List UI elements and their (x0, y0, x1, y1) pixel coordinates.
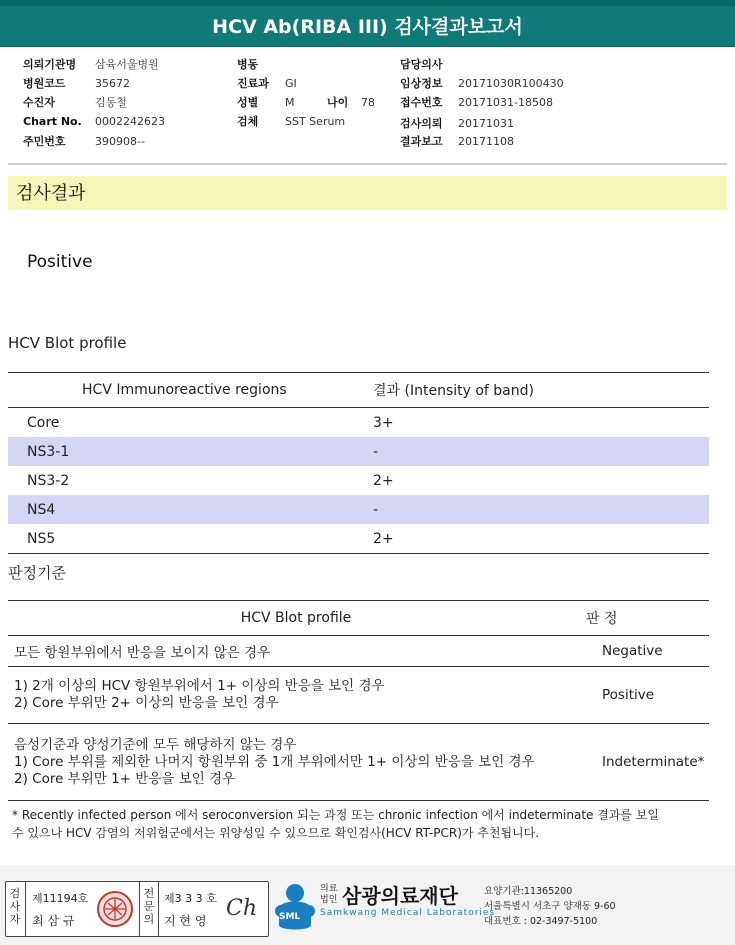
org-phone: 대표번호 : 02-3497-5100 (484, 916, 598, 927)
info-row (237, 94, 375, 110)
table-header-row (8, 601, 709, 636)
table-header-row (8, 373, 709, 408)
signature-box (5, 881, 269, 937)
info-value: 20171030R100430 (458, 77, 564, 90)
criteria-table (8, 600, 709, 801)
info-label: 진료과 (237, 77, 269, 90)
info-value: 390908-- (95, 135, 145, 148)
intensity-cell: 2+ (373, 472, 394, 489)
table-row (8, 636, 709, 667)
org-type-line: 법인 (320, 895, 338, 905)
info-row (23, 133, 145, 149)
judgement-cell: Positive (584, 667, 709, 724)
region-cell: NS5 (8, 524, 369, 554)
criteria-title: 판정기준 (8, 564, 66, 582)
info-value: 김동철 (95, 96, 127, 109)
tester-name: 최 삼 규 (32, 914, 75, 928)
criteria-cell (8, 667, 584, 724)
intensity-cell: 2+ (369, 524, 709, 554)
footnote-line: * Recently infected person 에서 seroconversion 되는 과정 또는 chronic infection 에서 indeterminate 결과를 보일 (12, 808, 660, 822)
info-label: 접수번호 (400, 96, 443, 109)
specialist-signature: Ch (226, 896, 258, 921)
tester-license-no: 제11194호 (32, 892, 89, 905)
info-value: SST Serum (285, 115, 346, 128)
specialist-label (142, 887, 156, 926)
intensity-cell: - (369, 437, 709, 466)
column-header: HCV Immunoreactive regions (8, 373, 369, 408)
info-value: 20171108 (458, 135, 514, 148)
info-row (237, 113, 345, 129)
org-name: 삼광의료재단 (342, 884, 458, 908)
specialist-label-text: 전문의 (143, 887, 155, 926)
info-row (400, 115, 514, 131)
column-header: 판 정 (584, 601, 709, 636)
info-label: 수진자 (23, 96, 55, 109)
info-value: 35672 (95, 77, 130, 90)
logo-badge-text: SML (279, 912, 301, 922)
info-row (400, 56, 458, 72)
specialist-license-no: 제3 3 3 호 (164, 892, 217, 905)
divider (158, 882, 159, 936)
info-row (400, 75, 564, 91)
footnote (12, 806, 712, 842)
table-row (8, 667, 709, 724)
info-row (23, 94, 127, 110)
org-type-line: 의료 (320, 884, 338, 894)
info-label: Chart No. (23, 115, 82, 128)
table-row (8, 724, 709, 801)
intensity-cell: - (369, 495, 709, 524)
title-accent-strip (0, 0, 735, 6)
info-label: 의뢰기관명 (23, 58, 77, 71)
region-cell: NS3-1 (8, 437, 369, 466)
org-type-label (320, 884, 337, 906)
criteria-line: 모든 항원부위에서 반응을 보이지 않은 경우 (14, 645, 271, 661)
region-cell: Core (27, 414, 60, 431)
table-row (8, 408, 709, 438)
judgement-cell: Negative (584, 636, 709, 667)
info-value: 삼육서울병원 (95, 58, 159, 71)
overall-result: Positive (27, 252, 93, 272)
patient-info (0, 47, 735, 162)
info-label: 병원코드 (23, 77, 66, 90)
info-value: 20171031 (458, 117, 514, 130)
org-code: 요양기관:11365200 (484, 886, 573, 897)
tester-seal-icon (96, 889, 134, 929)
criteria-cell (8, 636, 584, 667)
info-row (237, 75, 297, 91)
column-header: HCV Blot profile (8, 601, 584, 636)
judgement-cell: Indeterminate* (584, 724, 709, 801)
divider (139, 882, 140, 936)
age-value: 78 (361, 96, 375, 109)
specialist-name: 지 현 영 (164, 914, 207, 928)
info-divider (8, 163, 727, 165)
info-row (23, 56, 159, 72)
criteria-cell (8, 724, 584, 801)
org-english-name: Samkwang Medical Laboratories (320, 908, 496, 918)
info-label: 담당의사 (400, 58, 443, 71)
criteria-line: 1) 2개 이상의 HCV 항원부위에서 1+ 이상의 반응을 보인 경우 (14, 678, 385, 694)
info-row (237, 56, 285, 72)
footnote-line: 수 있으나 HCV 감염의 저위험군에서는 위양성일 수 있으므로 확인검사(HCV RT-PCR)가 추천됩니다. (12, 826, 540, 840)
info-label: 주민번호 (23, 135, 66, 148)
report-title-bar (0, 0, 735, 47)
table-row (8, 524, 709, 554)
section-header-results (8, 176, 727, 210)
report-title: HCV Ab(RIBA III) 검사결과보고서 (212, 16, 523, 38)
info-row (400, 133, 514, 149)
info-label: 검사의뢰 (400, 117, 443, 130)
info-label: 임상정보 (400, 77, 443, 90)
criteria-line: 음성기준과 양성기준에 모두 해당하지 않는 경우 (14, 736, 297, 753)
tester-label (8, 887, 22, 926)
info-label: 성별 (237, 96, 259, 109)
info-label: 병동 (237, 58, 259, 71)
info-row (23, 75, 130, 91)
criteria-line: 2) Core 부위만 1+ 반응을 보인 경우 (14, 770, 236, 787)
tester-label-text: 검사자 (9, 887, 21, 926)
org-address: 서울특별시 서초구 양재동 9-60 (484, 901, 616, 912)
info-value: GI (285, 77, 297, 90)
table-row (8, 466, 709, 495)
divider (25, 882, 26, 936)
sml-logo-icon (271, 881, 323, 933)
info-row (23, 115, 165, 128)
blot-profile-table (8, 372, 709, 554)
region-cell: NS4 (8, 495, 369, 524)
age-label: 나이 (327, 96, 349, 109)
column-header: 결과 (Intensity of band) (369, 373, 709, 408)
table-row (8, 495, 709, 524)
section-title: 검사결과 (16, 183, 86, 204)
region-cell: NS3-2 (27, 472, 70, 489)
info-value: M (285, 96, 295, 109)
info-label: 검체 (237, 115, 259, 128)
info-value: 0002242623 (95, 115, 165, 128)
info-value: 20171031-18508 (458, 96, 553, 109)
blot-profile-title: HCV Blot profile (8, 334, 127, 352)
intensity-cell: 3+ (373, 414, 394, 431)
criteria-line: 2) Core 부위만 2+ 이상의 반응을 보인 경우 (14, 695, 279, 711)
info-row (400, 94, 553, 110)
criteria-line: 1) Core 부위를 제외한 나머지 항원부위 중 1개 부위에서만 1+ 이상의 반응을 보인 경우 (14, 753, 535, 770)
table-row (8, 437, 709, 466)
info-label: 결과보고 (400, 135, 443, 148)
